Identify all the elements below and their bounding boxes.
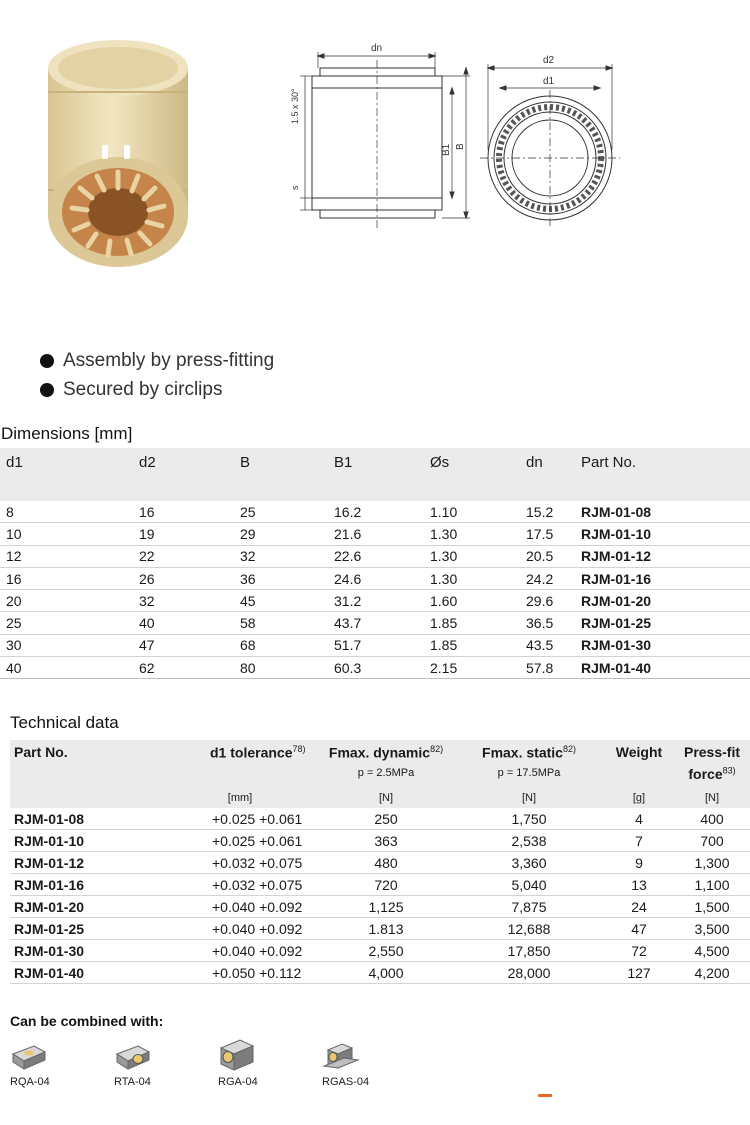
table-cell: 16 <box>0 567 133 589</box>
table-cell: 127 <box>604 962 674 984</box>
table-cell: 1.85 <box>424 634 520 656</box>
header-d2: d2 <box>133 448 234 501</box>
table-cell: 24.2 <box>520 567 575 589</box>
table-cell: 80 <box>234 657 328 679</box>
feature-text: Secured by circlips <box>63 378 223 400</box>
table-row <box>0 634 750 656</box>
feature-item <box>40 375 274 404</box>
table-cell: +0.040 +0.092 <box>162 940 318 962</box>
table-row <box>0 545 750 567</box>
housing-block-icon <box>114 1036 152 1074</box>
part-number-cell: RJM-01-10 <box>10 830 162 852</box>
table-cell: 26 <box>133 567 234 589</box>
table-cell: +0.025 +0.061 <box>162 808 318 830</box>
table-cell: 40 <box>133 612 234 634</box>
feature-text: Assembly by press-fitting <box>63 349 275 371</box>
table-cell: +0.025 +0.061 <box>162 830 318 852</box>
table-cell: 36.5 <box>520 612 575 634</box>
table-cell: 3,500 <box>674 918 750 940</box>
table-cell: 30 <box>0 634 133 656</box>
feature-item <box>40 346 274 375</box>
table-row <box>0 612 750 634</box>
table-units-row <box>10 792 750 808</box>
table-cell: 1.60 <box>424 590 520 612</box>
table-cell: 20 <box>0 590 133 612</box>
table-cell: 72 <box>604 940 674 962</box>
table-cell: 24 <box>604 896 674 918</box>
dimensions-table <box>0 448 750 679</box>
dim-s-label: s <box>290 185 300 190</box>
table-cell: 36 <box>234 567 328 589</box>
table-cell: 32 <box>234 545 328 567</box>
table-cell: +0.032 +0.075 <box>162 852 318 874</box>
accent-mark <box>538 1094 552 1097</box>
combo-label: RGAS-04 <box>322 1076 370 1088</box>
table-cell: +0.040 +0.092 <box>162 918 318 940</box>
table-cell: 68 <box>234 634 328 656</box>
table-cell: 51.7 <box>328 634 424 656</box>
table-cell: 1,300 <box>674 852 750 874</box>
table-row <box>10 874 750 896</box>
table-cell: 62 <box>133 657 234 679</box>
table-cell: 5,040 <box>454 874 604 896</box>
table-cell: 29 <box>234 523 328 545</box>
table-cell: 19 <box>133 523 234 545</box>
table-row <box>10 962 750 984</box>
table-cell: 2,538 <box>454 830 604 852</box>
table-cell: 1.813 <box>318 918 454 940</box>
table-cell: 43.7 <box>328 612 424 634</box>
part-number-cell: RJM-01-20 <box>10 896 162 918</box>
part-number-cell: RJM-01-12 <box>10 852 162 874</box>
table-row <box>10 940 750 962</box>
unit-cell: [mm] <box>162 792 318 808</box>
bearing-photo <box>48 40 188 267</box>
table-cell: 12 <box>0 545 133 567</box>
feature-list <box>40 346 274 404</box>
header-fmax-static: Fmax. static$^{82)}$ p = 17.5MPa <box>454 740 604 792</box>
top-graphics <box>0 0 750 340</box>
table-cell: 57.8 <box>520 657 575 679</box>
table-cell: 4,200 <box>674 962 750 984</box>
table-cell: 45 <box>234 590 328 612</box>
table-row <box>10 896 750 918</box>
table-cell: 400 <box>674 808 750 830</box>
table-cell: 21.6 <box>328 523 424 545</box>
table-cell: 7 <box>604 830 674 852</box>
housing-block-icon <box>10 1036 48 1074</box>
part-number-cell: RJM-01-08 <box>10 808 162 830</box>
bullet-icon <box>40 354 54 368</box>
dim-chamfer-label: 1.5 x 30° <box>290 88 300 124</box>
table-row <box>0 657 750 679</box>
table-cell: 28,000 <box>454 962 604 984</box>
header-os: Øs <box>424 448 520 501</box>
table-cell: 22.6 <box>328 545 424 567</box>
header-part-no: Part No. <box>10 740 162 792</box>
table-cell: 1,125 <box>318 896 454 918</box>
table-cell: 20.5 <box>520 545 575 567</box>
combo-label: RGA-04 <box>218 1076 258 1088</box>
table-cell: 22 <box>133 545 234 567</box>
unit-cell: [N] <box>318 792 454 808</box>
header-fmax-dynamic: Fmax. dynamic$^{82)}$ p = 2.5MPa <box>318 740 454 792</box>
table-cell: 25 <box>0 612 133 634</box>
header-b: B <box>234 448 328 501</box>
part-number-cell: RJM-01-20 <box>575 590 750 612</box>
table-cell: 15.2 <box>520 501 575 523</box>
table-row <box>0 501 750 523</box>
table-cell: 16.2 <box>328 501 424 523</box>
table-cell: 17,850 <box>454 940 604 962</box>
part-number-cell: RJM-01-10 <box>575 523 750 545</box>
unit-cell: [N] <box>674 792 750 808</box>
table-cell: 3,360 <box>454 852 604 874</box>
table-cell: 16 <box>133 501 234 523</box>
header-tolerance: d1 tolerance$^{78)}$ <box>162 740 318 792</box>
header-b1: B1 <box>328 448 424 501</box>
technical-title: Technical data <box>10 713 119 732</box>
table-header-row <box>0 448 750 501</box>
dim-d1-label: d1 <box>543 76 555 87</box>
table-cell: 25 <box>234 501 328 523</box>
table-cell: 1.10 <box>424 501 520 523</box>
part-number-cell: RJM-01-25 <box>575 612 750 634</box>
part-number-cell: RJM-01-12 <box>575 545 750 567</box>
part-number-cell: RJM-01-25 <box>10 918 162 940</box>
table-cell: 1.30 <box>424 545 520 567</box>
combo-item-rga-04[interactable] <box>218 1036 288 1088</box>
side-view-drawing <box>300 52 470 228</box>
table-cell: 720 <box>318 874 454 896</box>
table-cell: 2,550 <box>318 940 454 962</box>
table-cell: 47 <box>133 634 234 656</box>
table-cell: 4,500 <box>674 940 750 962</box>
header-d1: d1 <box>0 448 133 501</box>
dimensions-title: Dimensions [mm] <box>1 424 133 443</box>
table-cell: 250 <box>318 808 454 830</box>
unit-cell <box>10 792 162 808</box>
table-cell: 32 <box>133 590 234 612</box>
table-row <box>0 523 750 545</box>
part-number-cell: RJM-01-16 <box>10 874 162 896</box>
bullet-icon <box>40 383 54 397</box>
table-row <box>0 567 750 589</box>
table-cell: 24.6 <box>328 567 424 589</box>
table-cell: 4,000 <box>318 962 454 984</box>
table-cell: 1,750 <box>454 808 604 830</box>
table-cell: 8 <box>0 501 133 523</box>
table-cell: +0.050 +0.112 <box>162 962 318 984</box>
table-row <box>10 830 750 852</box>
table-header-row <box>10 740 750 792</box>
table-cell: 47 <box>604 918 674 940</box>
table-cell: +0.040 +0.092 <box>162 896 318 918</box>
header-press-fit: Press-fit force$^{83)}$ <box>674 740 750 792</box>
end-view-drawing <box>480 64 620 228</box>
combo-item-rta-04[interactable] <box>114 1036 184 1088</box>
table-row <box>0 590 750 612</box>
dim-b1-label: B1 <box>441 143 452 156</box>
table-cell: 13 <box>604 874 674 896</box>
table-cell: 1,100 <box>674 874 750 896</box>
combo-item-rqa-04[interactable] <box>10 1036 80 1088</box>
combine-title: Can be combined with: <box>10 1013 164 1029</box>
table-cell: 31.2 <box>328 590 424 612</box>
header-part-no: Part No. <box>575 448 750 501</box>
technical-table <box>10 740 750 984</box>
table-row <box>10 918 750 940</box>
table-cell: 7,875 <box>454 896 604 918</box>
table-cell: 1.30 <box>424 523 520 545</box>
table-cell: 12,688 <box>454 918 604 940</box>
housing-block-icon <box>322 1036 360 1074</box>
table-cell: 9 <box>604 852 674 874</box>
table-cell: 1.85 <box>424 612 520 634</box>
part-number-cell: RJM-01-30 <box>575 634 750 656</box>
combo-item-rgas-04[interactable] <box>322 1036 392 1088</box>
part-number-cell: RJM-01-40 <box>10 962 162 984</box>
header-dn: dn <box>520 448 575 501</box>
part-number-cell: RJM-01-16 <box>575 567 750 589</box>
table-cell: 60.3 <box>328 657 424 679</box>
table-cell: 58 <box>234 612 328 634</box>
table-row <box>10 808 750 830</box>
dim-dn-label: dn <box>371 43 383 54</box>
table-cell: 43.5 <box>520 634 575 656</box>
table-cell: 40 <box>0 657 133 679</box>
unit-cell: [N] <box>454 792 604 808</box>
table-cell: +0.032 +0.075 <box>162 874 318 896</box>
dim-d2-label: d2 <box>543 55 555 66</box>
table-cell: 1,500 <box>674 896 750 918</box>
part-number-cell: RJM-01-40 <box>575 657 750 679</box>
table-cell: 10 <box>0 523 133 545</box>
part-number-cell: RJM-01-08 <box>575 501 750 523</box>
table-cell: 363 <box>318 830 454 852</box>
housing-block-icon <box>218 1036 256 1074</box>
table-row <box>10 852 750 874</box>
table-cell: 1.30 <box>424 567 520 589</box>
unit-cell: [g] <box>604 792 674 808</box>
table-cell: 17.5 <box>520 523 575 545</box>
table-cell: 480 <box>318 852 454 874</box>
table-cell: 700 <box>674 830 750 852</box>
table-cell: 29.6 <box>520 590 575 612</box>
table-cell: 4 <box>604 808 674 830</box>
header-weight: Weight <box>604 740 674 792</box>
combo-label: RQA-04 <box>10 1076 50 1088</box>
combo-label: RTA-04 <box>114 1076 151 1088</box>
part-number-cell: RJM-01-30 <box>10 940 162 962</box>
table-cell: 2.15 <box>424 657 520 679</box>
dim-b-label: B <box>455 143 466 150</box>
